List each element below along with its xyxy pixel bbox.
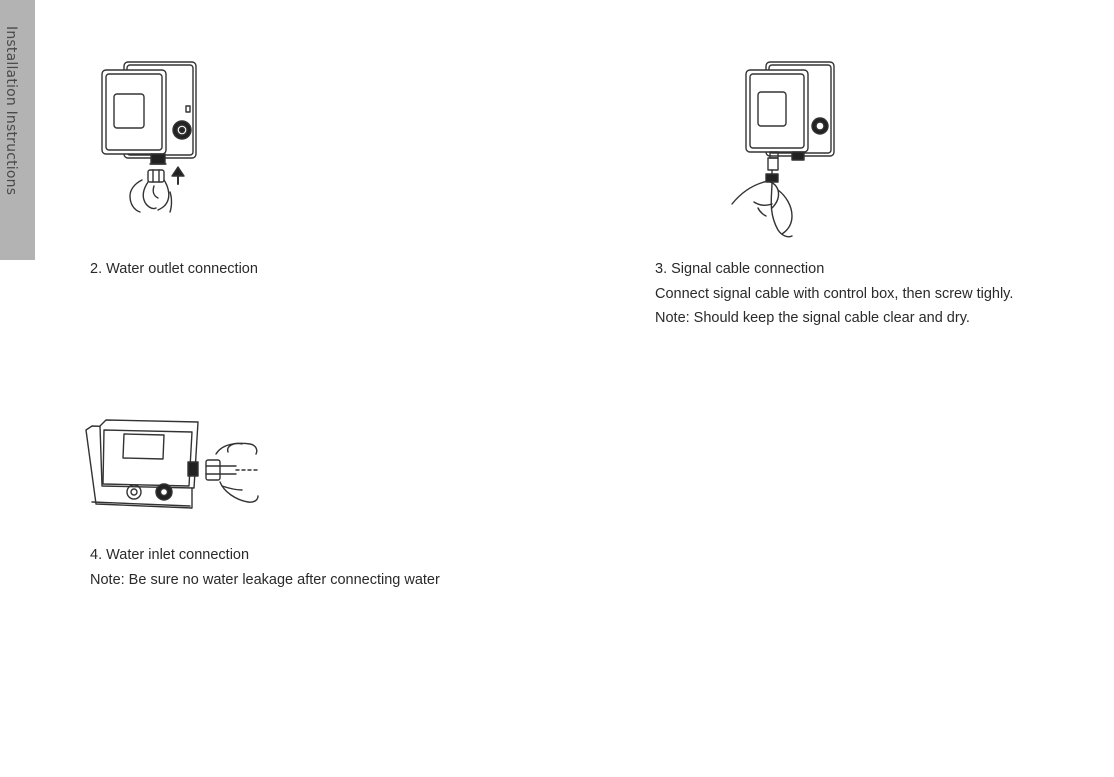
step-3-line-1: Connect signal cable with control box, then screw tighly. xyxy=(655,285,1014,302)
step-3-title: 3. Signal cable connection xyxy=(655,261,825,277)
signal-cable-illustration xyxy=(728,56,848,240)
step-3-note: Note: Should keep the signal cable clear and dry. xyxy=(655,310,970,326)
step-2-text xyxy=(90,257,258,282)
step-4-title: 4. Water inlet connection xyxy=(90,547,250,563)
step-4-note: Note: Be sure no water leakage after connecting water xyxy=(90,571,440,588)
side-tab xyxy=(0,0,35,260)
inlet-connection-illustration xyxy=(82,412,260,512)
step-4-text xyxy=(90,543,440,592)
side-tab-label: Installation Instructions xyxy=(3,26,19,196)
step-2-title: 2. Water outlet connection xyxy=(90,261,258,277)
step-3-text xyxy=(655,257,1013,331)
outlet-connection-illustration xyxy=(96,56,216,218)
